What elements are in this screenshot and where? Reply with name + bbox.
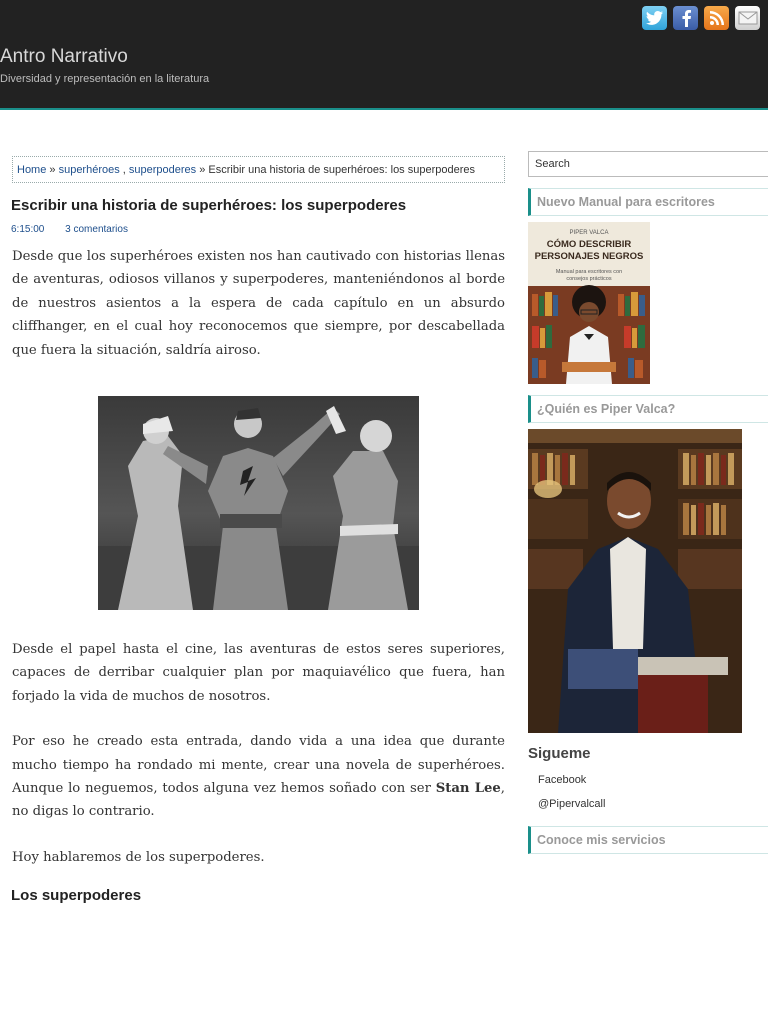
- book-subtitle-line1: Manual para escritores con: [555, 269, 623, 275]
- post-image-superheroes-film-still: [98, 396, 419, 610]
- breadcrumb-home[interactable]: Home: [17, 164, 47, 176]
- follow-title: Sigueme: [528, 745, 591, 762]
- post-title[interactable]: Escribir una historia de superhéroes: los superpoderes: [11, 197, 407, 214]
- post-paragraph: Desde que los superhéroes existen nos han cautivado con historias llenas de aventuras, odiosos villanos y superpoderes, manteniéndonos al borde de nuestros asientos a la espera de cada capítulo en un absurdo cliffhanger, en el cual hoy reconocemos que siempre, por descabellada que fuera la situación, saldría airoso.: [12, 249, 505, 358]
- facebook-link[interactable]: Facebook: [538, 774, 587, 786]
- breadcrumb-separator: »: [46, 164, 59, 176]
- book-author: PIPER VALCA: [569, 230, 609, 236]
- breadcrumb-superheroes[interactable]: superhéroes: [58, 164, 120, 176]
- site-title[interactable]: Antro Narrativo: [0, 46, 128, 67]
- breadcrumb-separator: ,: [119, 164, 129, 176]
- twitter-icon[interactable]: [642, 6, 667, 30]
- sidebar: [528, 151, 768, 854]
- widget-title-who-is-piper-valca: ¿Quién es Piper Valca?: [528, 395, 768, 423]
- rss-icon[interactable]: [704, 6, 729, 30]
- post-comments-link[interactable]: 3 comentarios: [65, 224, 128, 235]
- book-title-line1: CÓMO DESCRIBIR: [546, 239, 632, 250]
- social-icons: [642, 6, 760, 30]
- author-portrait-image: [528, 429, 742, 733]
- book-title-line2: PERSONAJES NEGROS: [534, 251, 644, 262]
- search-input[interactable]: [528, 151, 768, 177]
- site-header: [0, 0, 768, 110]
- widget-title-new-manual: Nuevo Manual para escritores: [528, 188, 768, 216]
- breadcrumb: [12, 156, 505, 183]
- post-meta: [11, 224, 505, 235]
- post-paragraph: Hoy hablaremos de los superpoderes.: [12, 849, 265, 865]
- paragraph-text: , no digas lo contrario.: [12, 781, 505, 820]
- section-heading: Los superpoderes: [11, 887, 142, 905]
- post-paragraph: Desde el papel hasta el cine, las aventuras de estos seres superiores, capaces de derribar cualquier plan por maquiavélico que fuera, han forjado la vida de muchos de nosotros.: [12, 642, 505, 704]
- widget-title-services: Conoce mis servicios: [528, 826, 768, 854]
- twitter-handle-link[interactable]: @Pipervalcall: [538, 798, 606, 810]
- facebook-icon[interactable]: [673, 6, 698, 30]
- book-subtitle-line2: consejos prácticos: [566, 276, 612, 282]
- paragraph-bold-text: Stan Lee: [435, 781, 501, 797]
- book-cover-image[interactable]: [528, 222, 650, 384]
- breadcrumb-separator: »: [196, 164, 209, 176]
- breadcrumb-superpowers[interactable]: superpoderes: [128, 164, 197, 176]
- paragraph-text: Por eso he creado esta entrada, dando vida a una idea que durante mucho tiempo ha rondado mi mente, crear una novela de superhéroes. Aunque lo neguemos, todos alguna vez hemos soñado con ser: [12, 734, 505, 797]
- post-paragraph: [12, 730, 505, 824]
- site-description: Diversidad y representación en la literatura: [0, 73, 210, 85]
- mail-icon[interactable]: [735, 6, 760, 30]
- main-content: [11, 156, 505, 904]
- breadcrumb-current: Escribir una historia de superhéroes: los superpoderes: [208, 164, 476, 176]
- post-time[interactable]: 6:15:00: [11, 224, 45, 235]
